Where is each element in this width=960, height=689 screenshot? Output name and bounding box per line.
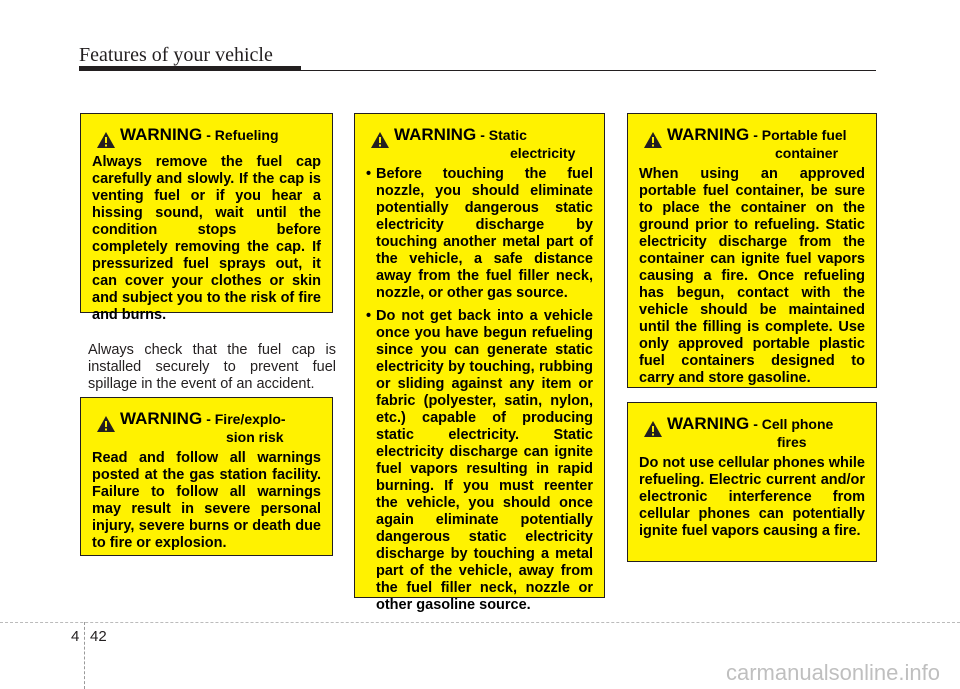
warning-subtitle-cont: sion risk — [226, 429, 284, 445]
chapter-number: 4 — [71, 628, 80, 645]
warning-heading — [366, 126, 593, 162]
warning-subtitle: - Static — [480, 127, 527, 143]
warning-word: WARNING — [120, 125, 203, 144]
warning-body: When using an approved portable fuel container, be sure to place the container on the ground prior to refueling. Static electricity discharge from the container can ignite fuel vapors causing a fire. Once refueling has begun, contact with the vehicle should be maintained until the filling is complete. Use only approved portable plastic fuel containers designed to carry and store gasoline. — [639, 166, 865, 386]
warning-heading — [639, 415, 865, 451]
warning-subtitle-cont: electricity — [510, 145, 576, 161]
warning-triangle-icon — [643, 420, 663, 438]
warning-word: WARNING — [667, 414, 750, 433]
warning-body: Read and follow all warnings posted at the gas station facility. Failure to follow all warnings may result in severe personal injury, severe burns or death due to fire or explosion. — [92, 450, 321, 551]
warning-heading — [639, 126, 865, 162]
footer-rule — [0, 622, 960, 623]
list-item: • Do not get back into a vehicle once you have begun refueling since you can generate static electricity by touching, rubbing or sliding against any item or fabric (polyester, satin, nylon, etc.) capable of producing static electricity. Static electricity discharge can ignite fuel vapors resulting in rapid burning. If you must reenter the vehicle, you should once again eliminate potentially dangerous static electricity discharge by touching a metal part of the vehicle, away from the fuel filler neck, nozzle or other gasoline source. — [366, 308, 593, 614]
warning-fire-explosion — [80, 397, 333, 556]
warning-triangle-icon — [643, 131, 663, 149]
warning-subtitle: - Fire/explo- — [206, 411, 286, 427]
watermark-text: carmanualsonline.info — [725, 660, 940, 685]
warning-triangle-icon — [96, 131, 116, 149]
warning-word: WARNING — [394, 125, 477, 144]
header-rule — [79, 70, 876, 71]
warning-subtitle-cont: container — [775, 145, 839, 161]
warning-list — [366, 166, 593, 614]
warning-subtitle: - Portable fuel — [753, 127, 847, 143]
warning-body: Always remove the fuel cap carefully and slowly. If the cap is venting fuel or if you hear a hissing sound, wait until the condition stops before completely removing the cap. If pressurized fuel sprays out, it can cover your clothes or skin and subject you to the risk of fire and burns. — [92, 154, 321, 323]
warning-word: WARNING — [120, 409, 203, 428]
warning-subtitle: - Cell phone — [753, 416, 834, 432]
page-number-divider — [84, 622, 85, 689]
page-number: 42 — [90, 628, 107, 645]
warning-triangle-icon — [96, 415, 116, 433]
warning-subtitle-cont: fires — [777, 434, 807, 450]
warning-portable-fuel-container — [627, 113, 877, 388]
warning-cell-phone-fires — [627, 402, 877, 562]
intro-paragraph: Always check that the fuel cap is installed securely to prevent fuel spillage in the event of an accident. — [88, 342, 336, 392]
page-header-title: Features of your vehicle — [79, 44, 273, 66]
warning-static-electricity — [354, 113, 605, 613]
warning-refueling — [80, 113, 333, 323]
warning-subtitle: - Refueling — [206, 127, 279, 143]
warning-heading — [92, 410, 321, 446]
warning-word: WARNING — [667, 125, 750, 144]
list-item: • Before touching the fuel nozzle, you should eliminate potentially dangerous static electricity discharge by touching another metal part of the vehicle, a safe distance away from the fuel filler neck, nozzle, or other gas source. — [366, 166, 593, 302]
warning-heading — [92, 126, 321, 160]
warning-triangle-icon — [370, 131, 390, 149]
warning-body: Do not use cellular phones while refueling. Electric current and/or electronic interference from cellular phones can potentially ignite fuel vapors causing a fire. — [639, 455, 865, 539]
